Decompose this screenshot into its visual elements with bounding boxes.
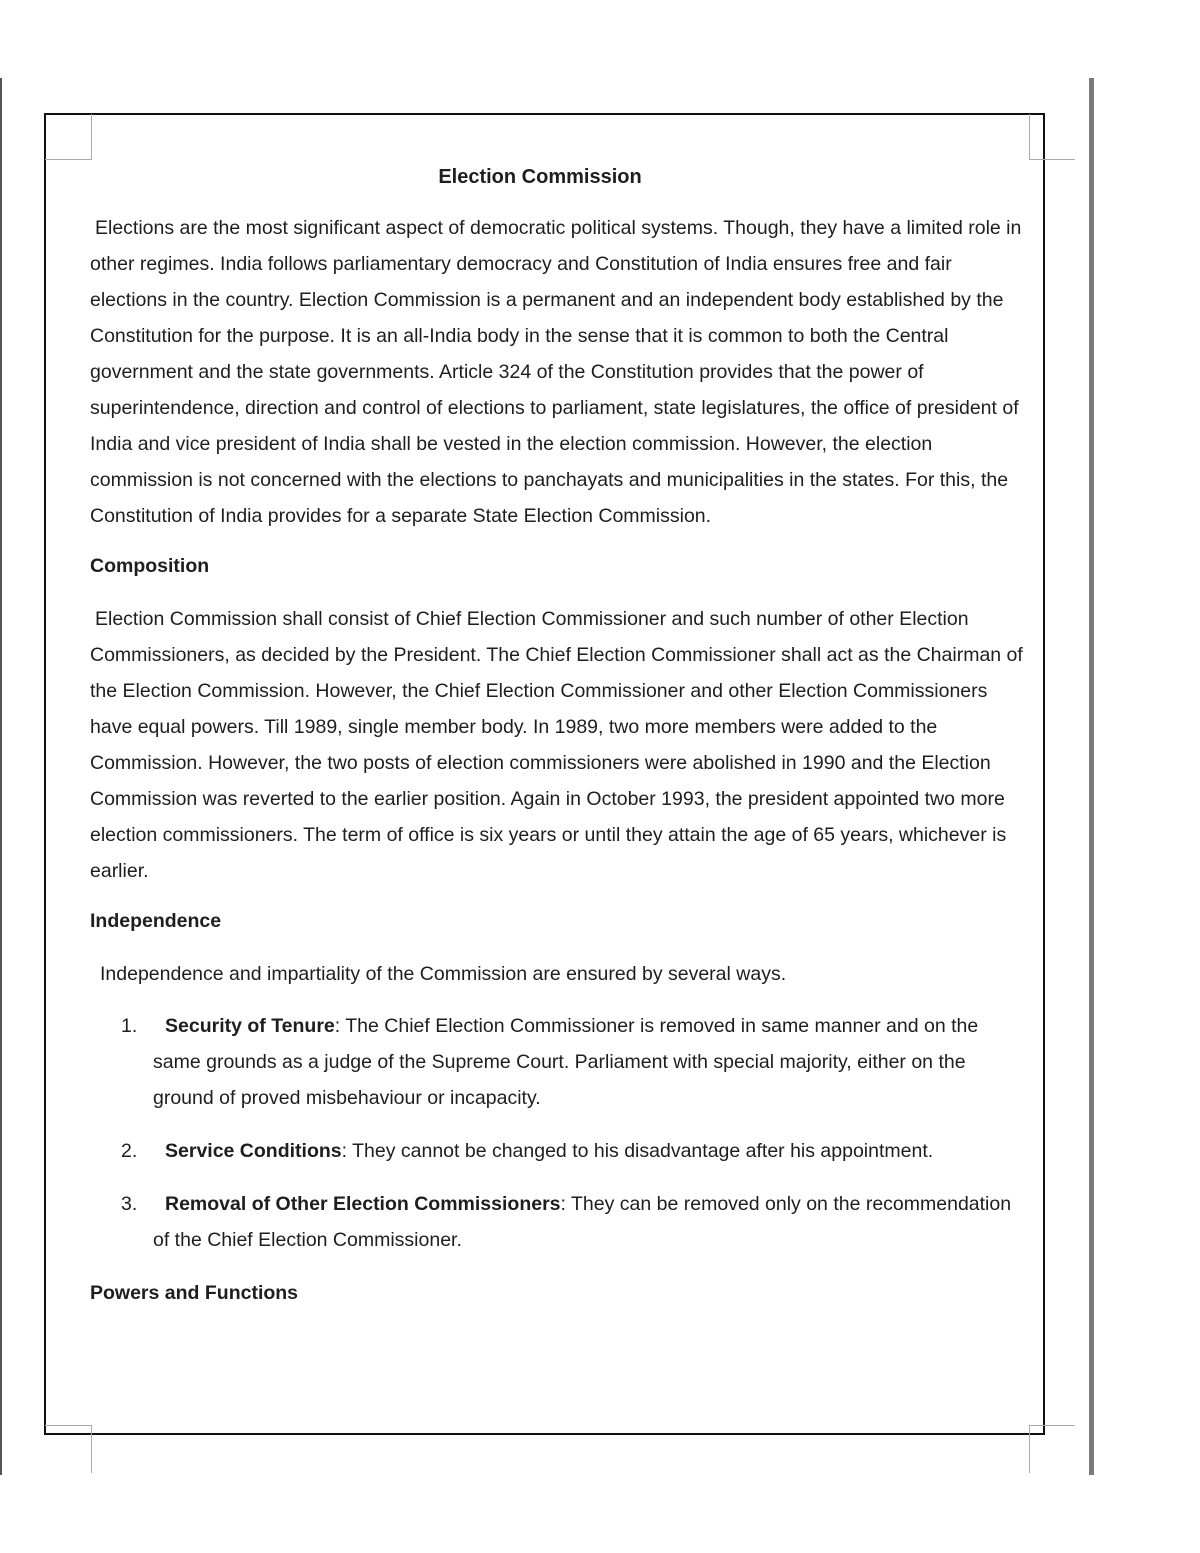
list-item	[121, 1186, 1026, 1258]
list-item-text: : They can be removed only on the recommendation of the Chief Election Commissioner.	[153, 1193, 1012, 1251]
crop-mark-bottom-left-horizontal	[45, 1425, 91, 1426]
crop-mark-top-left	[45, 114, 92, 160]
list-item-term: Security of Tenure	[165, 1015, 335, 1037]
independence-list	[90, 1008, 1026, 1258]
list-item-term: Removal of Other Election Commissioners	[165, 1193, 561, 1215]
composition-paragraph: Election Commission shall consist of Chief Election Commissioner and such number of other Election Commissioners, as decided by the President. The Chief Election Commissioner shall act as the Chairman of the Election Commission. However, the Chief Election Commissioner and other Election Commissioners have equal powers. Till 1989, single member body. In 1989, two more members were added to the Commission. However, the two posts of election commissioners were abolished in 1990 and the Election Commission was reverted to the earlier position. Again in October 1993, the president appointed two more election commissioners. The term of office is six years or until they attain the age of 65 years, whichever is earlier.	[90, 608, 1023, 882]
viewer-scrollbar[interactable]	[1089, 78, 1094, 1475]
viewer-left-edge	[0, 78, 2, 1475]
list-item-text: : They cannot be changed to his disadvantage after his appointment.	[341, 1140, 934, 1162]
list-item-text: : The Chief Election Commissioner is removed in same manner and on the same grounds as a judge of the Supreme Court. Parliament with special majority, either on the ground of proved misbehaviour or incapacity.	[153, 1015, 979, 1109]
list-item	[121, 1133, 1026, 1169]
list-item-number: 1.	[121, 1015, 138, 1037]
independence-intro: Independence and impartiality of the Commission are ensured by several ways.	[100, 963, 787, 985]
composition-heading: Composition	[90, 555, 210, 577]
crop-mark-top-right-horizontal	[1029, 159, 1075, 160]
list-item-term: Service Conditions	[165, 1140, 342, 1162]
crop-mark-bottom-right-horizontal	[1029, 1425, 1075, 1426]
crop-mark-bottom-left-vertical	[91, 1425, 92, 1473]
crop-mark-bottom-right-vertical	[1029, 1425, 1030, 1473]
list-item	[121, 1008, 1026, 1116]
crop-mark-top-right-vertical	[1029, 114, 1030, 159]
independence-heading: Independence	[90, 910, 222, 932]
document-body	[90, 160, 1026, 1328]
document-title: Election Commission	[438, 166, 642, 188]
list-item-number: 2.	[121, 1140, 138, 1162]
powers-heading: Powers and Functions	[90, 1282, 299, 1304]
list-item-number: 3.	[121, 1193, 138, 1215]
intro-paragraph: Elections are the most significant aspect of democratic political systems. Though, they have a limited role in other regimes. India follows parliamentary democracy and Constitution of India ensures free and fair elections in the country. Election Commission is a permanent and an independent body established by the Constitution for the purpose. It is an all-India body in the sense that it is common to both the Central government and the state governments. Article 324 of the Constitution provides that the power of superintendence, direction and control of elections to parliament, state legislatures, the office of president of India and vice president of India shall be vested in the election commission. However, the election commission is not concerned with the elections to panchayats and municipalities in the states. For this, the Constitution of India provides for a separate State Election Commission.	[90, 217, 1022, 527]
